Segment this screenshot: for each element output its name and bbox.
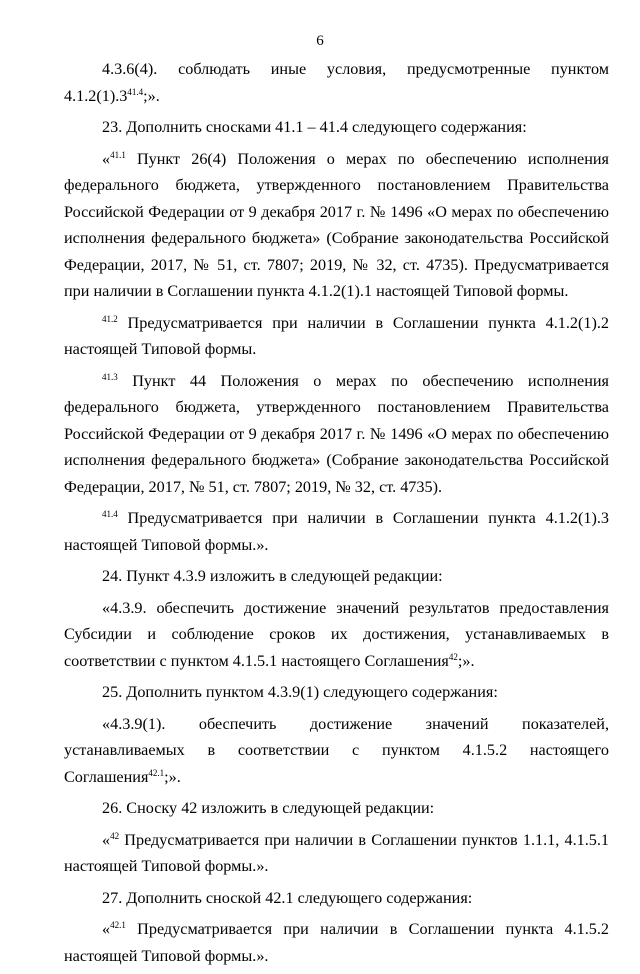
text-run: ;». [143,86,160,105]
page-number: 6 [316,33,324,49]
paragraph [64,368,609,501]
paragraph [64,505,609,558]
paragraph [64,56,609,109]
text-run: Предусматривается при наличии в Соглашении пункта 4.1.5.2 настоящей Типовой формы.». [64,920,609,965]
text-run: «4.3.9(1). обеспечить достижение значений показателей, устанавливаемых в соответствии с пунктом 4.1.5.2 настоящего Соглашения [64,714,609,786]
paragraph [64,827,609,880]
text-run: Предусматривается при наличии в Соглашении пункта 4.1.2(1).3 настоящей Типовой формы.». [64,509,609,554]
paragraph [64,114,609,141]
paragraph [64,711,609,791]
paragraph [64,916,609,969]
paragraph [64,595,609,675]
text-run: Предусматривается при наличии в Соглашении пункта 4.1.2(1).2 настоящей Типовой формы. [64,313,609,358]
text-run: 4.3.6(4). соблюдать иные условия, предусмотренные пунктом 4.1.2(1).3 [64,60,609,105]
footnote-marker: 42.1 [110,920,126,930]
text-run: 23. Дополнить сносками 41.1 – 41.4 следующего содержания: [102,118,527,136]
footnote-marker: 41.4 [127,86,144,97]
text-run: ;». [164,767,181,786]
text-run: ;». [457,651,475,670]
text-run: «4.3.9. обеспечить достижение значений результатов предоставления Субсидии и соблюдение сроков их достижения, устанавливаемых в соответствии с пунктом 4.1.5.1 настоящего Соглашения [64,598,609,670]
document-body [64,56,609,974]
text-run: « [102,830,111,849]
text-run: « [102,149,111,168]
paragraph [64,795,609,822]
text-run: Предусматривается при наличии в Соглашении пунктов 1.1.1, 4.1.5.1 настоящей Типовой формы.». [64,830,609,875]
footnote-marker: 42 [110,830,120,841]
paragraph [64,885,609,912]
text-run: « [102,920,111,938]
text-run: 24. Пункт 4.3.9 изложить в следующей редакции: [102,567,443,585]
text-run: 27. Дополнить сноской 42.1 следующего содержания: [102,888,473,907]
footnote-marker: 42.1 [148,767,165,778]
text-run: Пункт 26(4) Положения о мерах по обеспечению исполнения федерального бюджета, утвержденного постановлением Правительства Российской Федерации от 9 декабря 2017 г. № 1496 «О мерах по обеспечению исполнения федерального бюджета» (Собрание законодательства Российской Федерации, 2017, № 51, ст. 7807; 2019, № 32, ст. 4735). Предусматривается при наличии в Соглашении пункта 4.1.2(1).1 настоящей Типовой формы. [64,149,609,300]
footnote-marker: 41.1 [110,149,126,160]
text-run: 25. Дополнить пунктом 4.3.9(1) следующего содержания: [102,683,498,701]
paragraph [64,679,609,706]
paragraph [64,310,609,363]
footnote-marker: 41.3 [102,371,118,382]
footnote-marker: 41.2 [102,313,118,324]
text-run: 26. Сноску 42 изложить в следующей редакции: [102,799,435,817]
text-run: Пункт 44 Положения о мерах по обеспечению исполнения федерального бюджета, утвержденного постановлением Правительства Российской Федерации от 9 декабря 2017 г. № 1496 «О мерах по обеспечению исполнения федерального бюджета» (Собрание законодательства Российской Федерации, 2017, № 51, ст. 7807; 2019, № 32, ст. 4735). [64,371,609,496]
paragraph [64,146,609,305]
paragraph [64,563,609,590]
footnote-marker: 41.4 [102,509,118,519]
footnote-marker: 42 [448,651,458,662]
